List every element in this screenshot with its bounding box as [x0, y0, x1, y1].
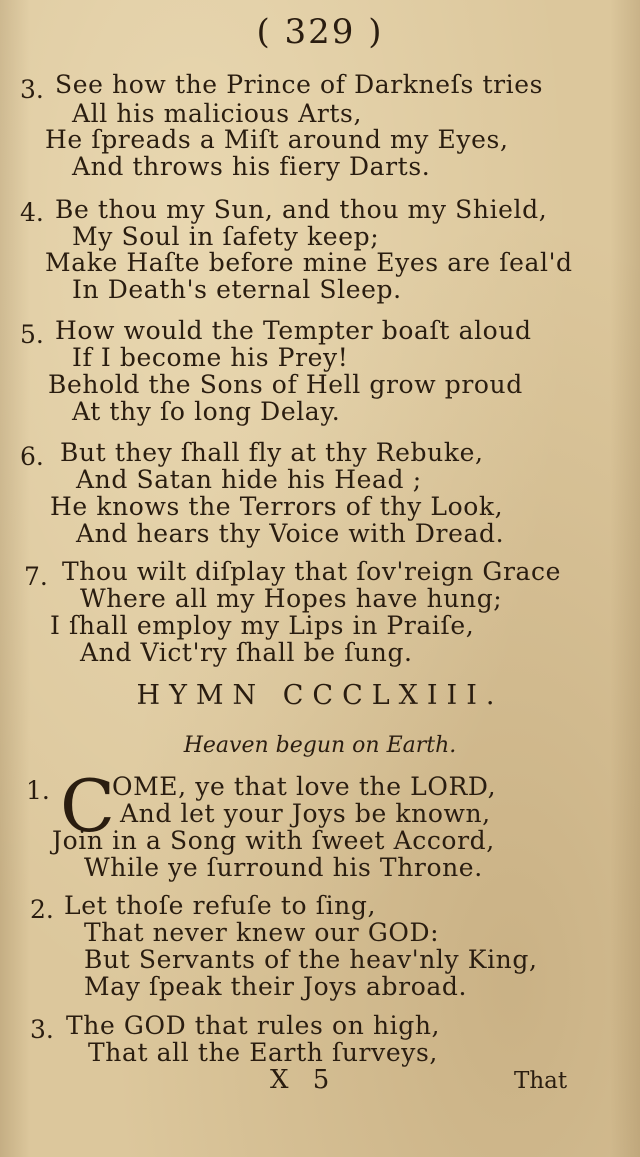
catchword: That	[514, 1068, 568, 1094]
verse-line: Make Haſte before mine Eyes are ſeal'd	[45, 248, 573, 277]
page-number: ( 329 )	[256, 12, 384, 52]
verse-line: And hears thy Voice with Dread.	[76, 519, 505, 548]
verse-line: In Death's eternal Sleep.	[72, 275, 402, 304]
verse-number: 5.	[20, 320, 44, 349]
signature-mark: X 5	[270, 1065, 338, 1095]
verse-line: And Satan hide his Head ;	[76, 465, 422, 494]
hymn-title: HYMN CCCLXIII.	[136, 680, 504, 711]
verse-number: 6.	[20, 442, 44, 471]
verse-line: That all the Earth ſurveys,	[88, 1038, 438, 1067]
hymn-subtitle: Heaven begun on Earth.	[183, 733, 457, 758]
verse-number: 1.	[26, 776, 50, 805]
verse-line: See how the Prince of Darkneſs tries	[55, 70, 544, 99]
verse-number: 4.	[20, 198, 44, 227]
verse-line: I ſhall employ my Lips in Praiſe,	[50, 611, 475, 640]
drop-cap: C	[60, 764, 116, 848]
verse-line: At thy ſo long Delay.	[72, 397, 341, 426]
verse-line: And throws his fiery Darts.	[72, 152, 431, 181]
verse-line: He knows the Terrors of thy Look,	[50, 492, 504, 521]
verse-line: OME, ye that love the LORD,	[112, 772, 497, 801]
verse-line: But they ſhall fly at thy Rebuke,	[60, 438, 484, 467]
verse-line: If I become his Prey!	[72, 343, 349, 372]
verse-line: And let your Joys be known,	[120, 799, 491, 828]
verse-number: 3.	[30, 1015, 54, 1044]
verse-number: 3.	[20, 75, 44, 104]
verse-line: My Soul in ſafety keep;	[72, 222, 380, 251]
verse-line: May ſpeak their Joys abroad.	[84, 972, 467, 1001]
verse-line: And Vict'ry ſhall be ſung.	[80, 638, 413, 667]
verse-line: But Servants of the heav'nly King,	[84, 945, 538, 974]
verse-line: The GOD that rules on high,	[66, 1011, 441, 1040]
verse-line: Thou wilt diſplay that ſov'reign Grace	[62, 557, 562, 586]
verse-line: That never knew our GOD:	[84, 918, 440, 947]
verse-line: Behold the Sons of Hell grow proud	[48, 370, 523, 399]
verse-line: Let thoſe refuſe to ſing,	[64, 891, 377, 920]
verse-line: All his malicious Arts,	[72, 99, 363, 128]
verse-number: 2.	[30, 895, 54, 924]
verse-number: 7.	[24, 562, 48, 591]
verse-line: While ye ſurround his Throne.	[84, 853, 483, 882]
verse-line: He ſpreads a Miſt around my Eyes,	[45, 125, 509, 154]
verse-line: Join in a Song with ſweet Accord,	[52, 826, 495, 855]
verse-line: How would the Tempter boaſt aloud	[55, 316, 532, 345]
verse-line: Where all my Hopes have hung;	[80, 584, 503, 613]
verse-line: Be thou my Sun, and thou my Shield,	[55, 195, 548, 224]
